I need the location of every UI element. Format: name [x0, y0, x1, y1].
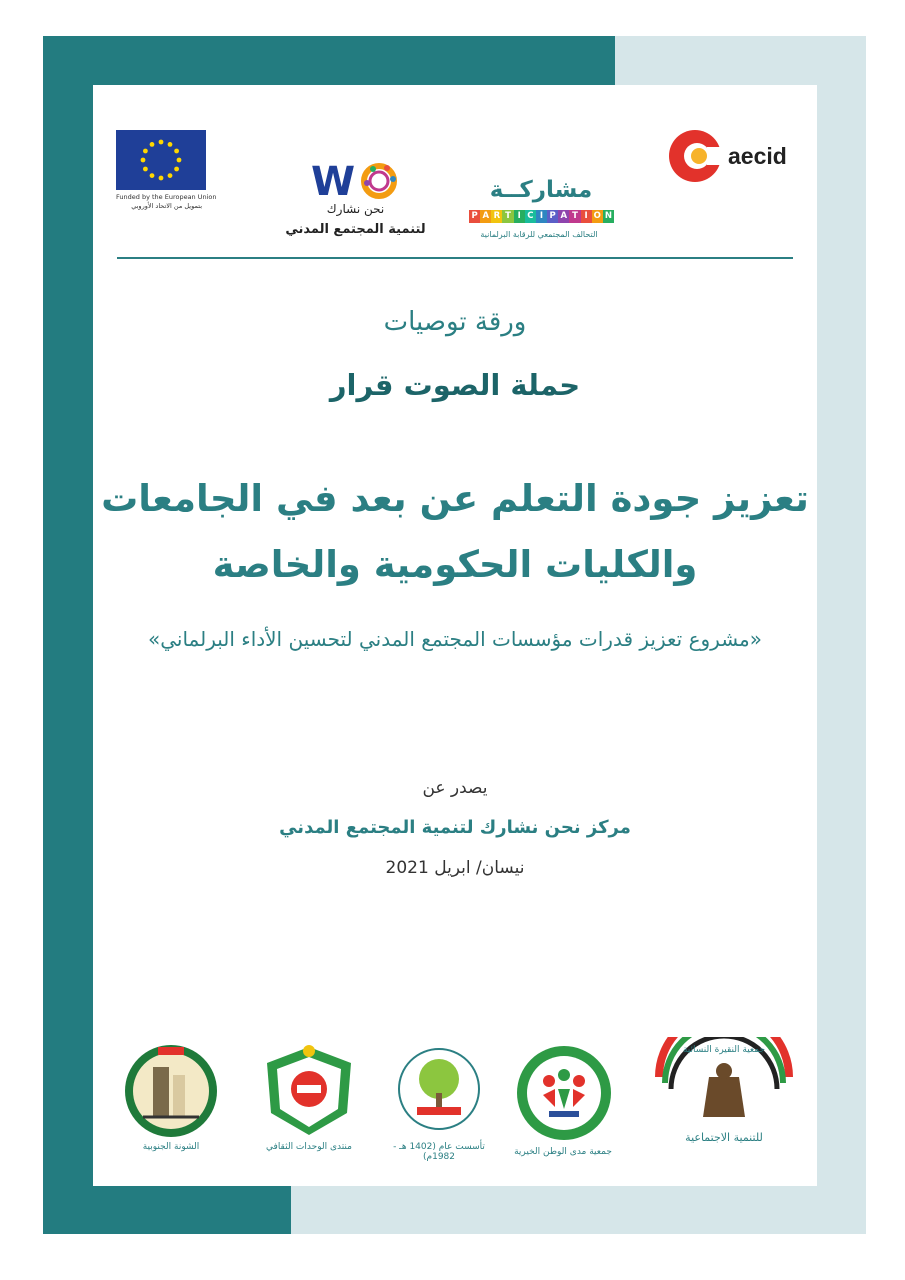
- participation-letter: I: [514, 210, 525, 223]
- org-caption-tree-society: تأسست عام (1402 هـ - 1982م): [393, 1142, 485, 1162]
- org-caption-wehdat-forum: منتدى الوحدات الثقافي: [266, 1142, 352, 1152]
- eu-caption-ar: بتمويل من الاتحاد الأوروبي: [131, 202, 202, 210]
- participation-letter: C: [525, 210, 536, 223]
- participation-letter: A: [480, 210, 491, 223]
- svg-text:W: W: [311, 159, 356, 203]
- publication-date: نيسان/ ابريل 2021: [385, 858, 525, 878]
- header-divider: [117, 257, 793, 259]
- main-title-line1: تعزيز جودة التعلم عن بعد في الجامعات: [101, 477, 809, 520]
- org-caption-nuqaira-sub: للتنمية الاجتماعية: [685, 1131, 763, 1144]
- org-logo-mada-alwatan: [511, 1043, 617, 1143]
- eu-flag-logo: [116, 130, 206, 190]
- we-line1: نحن نشارك: [326, 202, 385, 216]
- project-name: «مشروع تعزيز قدرات مؤسسات المجتمع المدني لتحسين الأداء البرلماني»: [147, 627, 763, 651]
- musharaka-wordmark: مشاركــة: [489, 177, 593, 203]
- participation-letter: P: [469, 210, 480, 223]
- org-caption-nuqaira-title: جمعية النقيرة النسائية: [682, 1045, 766, 1055]
- participation-letter: A: [558, 210, 569, 223]
- participation-letter: N: [603, 210, 614, 223]
- org-logo-wehdat-forum: [251, 1043, 367, 1139]
- participation-letter: I: [536, 210, 547, 223]
- aecid-wordmark: aecid: [728, 143, 787, 169]
- participation-letter: T: [569, 210, 580, 223]
- frame-dark-top-band: [43, 36, 615, 85]
- paper-type: ورقة توصيات: [383, 307, 527, 337]
- org-logo-shouneh: [123, 1043, 219, 1139]
- participation-letter: P: [547, 210, 558, 223]
- frame-light-bottom-band: [291, 1186, 866, 1234]
- eu-caption: [116, 193, 226, 211]
- eu-caption-en: Funded by the European Union: [116, 193, 217, 201]
- frame-dark-bottom-band: [43, 1186, 291, 1234]
- issuer-name: مركز نحن نشارك لتنمية المجتمع المدني: [279, 817, 631, 838]
- participation-letter: T: [502, 210, 513, 223]
- participation-letter: I: [581, 210, 592, 223]
- aecid-logo-mark: [667, 127, 723, 185]
- frame-dark-left-band: [43, 36, 93, 1234]
- main-title-line2: والكليات الحكومية والخاصة: [212, 543, 698, 586]
- cover-page: [93, 85, 817, 1186]
- we-participate-logo: [303, 157, 413, 227]
- we-line2: لتنمية المجتمع المدني: [285, 222, 426, 237]
- participation-strip: [469, 210, 614, 223]
- musharaka-subtitle: التحالف المجتمعي للرقابة البرلمانية: [480, 230, 598, 239]
- participation-letter: R: [491, 210, 502, 223]
- org-caption-mada-alwatan: جمعية مدى الوطن الخيرية: [514, 1147, 612, 1157]
- org-caption-shouneh: الشونة الجنوبية: [142, 1142, 200, 1152]
- org-logo-tree-society: [391, 1045, 487, 1141]
- participation-letter: O: [593, 211, 601, 221]
- issued-by-label: يصدر عن: [422, 778, 488, 798]
- campaign-title: حملة الصوت قرار: [329, 368, 581, 402]
